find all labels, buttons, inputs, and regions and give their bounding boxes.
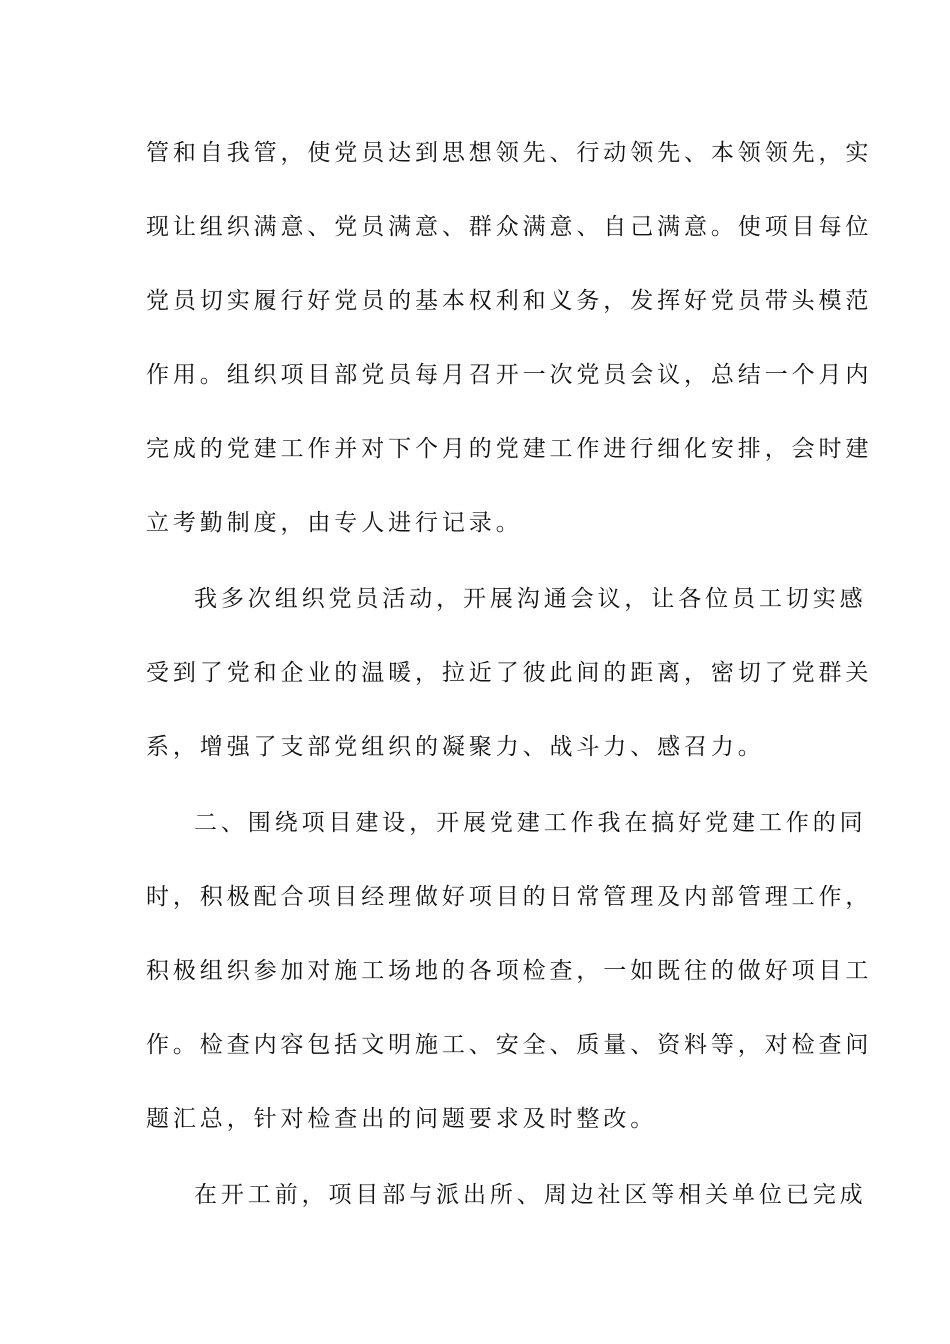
paragraph-2-line-3: 系，增强了支部党组织的凝聚力、战斗力、感召力。 (146, 734, 765, 760)
paragraph-3-line-4: 作。检查内容包括文明施工、安全、质量、资料等，对检查问 (146, 1032, 873, 1058)
paragraph-1-line-4: 作用。组织项目部党员每月召开一次党员会议，总结一个月内 (146, 362, 873, 388)
paragraph-2-line-2: 受到了党和企业的温暖，拉近了彼此间的距离，密切了党群关 (146, 660, 873, 686)
paragraph-2-line-1: 我多次组织党员活动，开展沟通会议，让各位员工切实感 (194, 586, 867, 612)
paragraph-1-line-1: 管和自我管，使党员达到思想领先、行动领先、本领领先，实 (146, 140, 873, 166)
paragraph-1-line-5: 完成的党建工作并对下个月的党建工作进行细化安排，会时建 (146, 436, 873, 462)
paragraph-3-line-5: 题汇总，针对检查出的问题要求及时整改。 (146, 1106, 658, 1132)
paragraph-1-line-6: 立考勤制度，由专人进行记录。 (146, 510, 523, 536)
paragraph-4-line-1: 在开工前，项目部与派出所、周边社区等相关单位已完成 (194, 1182, 867, 1208)
paragraph-3-line-1: 二、围绕项目建设，开展党建工作我在搞好党建工作的同 (194, 810, 867, 836)
paragraph-3-line-2: 时，积极配合项目经理做好项目的日常管理及内部管理工作， (146, 884, 873, 910)
paragraph-1-line-3: 党员切实履行好党员的基本权利和义务，发挥好党员带头模范 (146, 288, 873, 314)
paragraph-1-line-2: 现让组织满意、党员满意、群众满意、自己满意。使项目每位 (146, 214, 873, 240)
paragraph-3-line-3: 积极组织参加对施工场地的各项检查，一如既往的做好项目工 (146, 958, 873, 984)
